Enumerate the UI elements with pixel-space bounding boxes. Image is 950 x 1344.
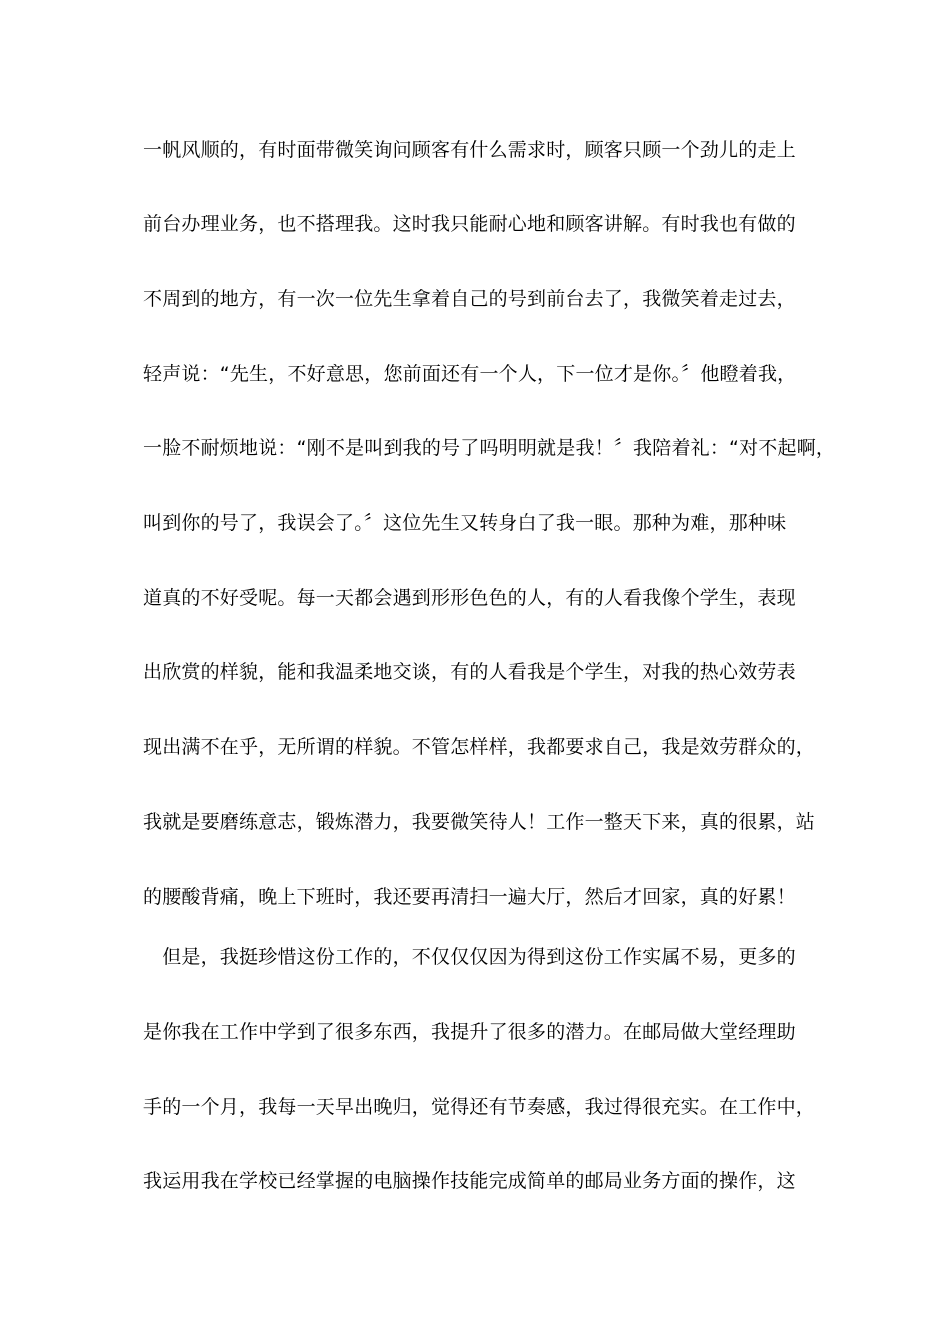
text-line-11: 的腰酸背痛，晚上下班时，我还要再清扫一遍大厅，然后才回家，真的好累！	[143, 886, 796, 908]
text-line-3: 不周到的地方，有一次一位先生拿着自己的号到前台去了，我微笑着走过去，	[143, 288, 796, 310]
text-line-4: 轻声说：“先生，不好意思，您前面还有一个人，下一位才是你。〞他瞪着我，	[143, 363, 797, 385]
text-line-1: 一帆风顺的，有时面带微笑询问顾客有什么需求时，顾客只顾一个劲儿的走上	[143, 139, 796, 161]
text-line-6: 叫到你的号了，我误会了。〞这位先生又转身白了我一眼。那种为难，那种味	[143, 512, 787, 534]
text-line-13: 是你我在工作中学到了很多东西，我提升了很多的潜力。在邮局做大堂经理助	[143, 1021, 796, 1043]
text-line-7: 道真的不好受呢。每一天都会遇到形形色色的人，有的人看我像个学生，表现	[143, 587, 796, 609]
text-line-9: 现出满不在乎，无所谓的样貌。不管怎样样，我都要求自己，我是效劳群众的，	[143, 736, 816, 758]
text-line-5: 一脸不耐烦地说：“刚不是叫到我的号了吗明明就是我！〞我陪着礼：“对不起啊，	[143, 437, 836, 459]
text-line-8: 出欣赏的样貌，能和我温柔地交谈，有的人看我是个学生，对我的热心效劳表	[143, 661, 796, 683]
text-line-14: 手的一个月，我每一天早出晚归，觉得还有节奏感，我过得很充实。在工作中，	[143, 1096, 816, 1118]
text-line-15: 我运用我在学校已经掌握的电脑操作技能完成简单的邮局业务方面的操作，这	[143, 1170, 796, 1192]
text-line-2: 前台办理业务，也不搭理我。这时我只能耐心地和顾客讲解。有时我也有做的	[143, 213, 796, 235]
text-line-12: 但是，我挺珍惜这份工作的，不仅仅仅因为得到这份工作实属不易，更多的	[143, 946, 796, 968]
text-line-10: 我就是要磨练意志，锻炼潜力，我要微笑待人！工作一整天下来，真的很累，站	[143, 811, 816, 833]
